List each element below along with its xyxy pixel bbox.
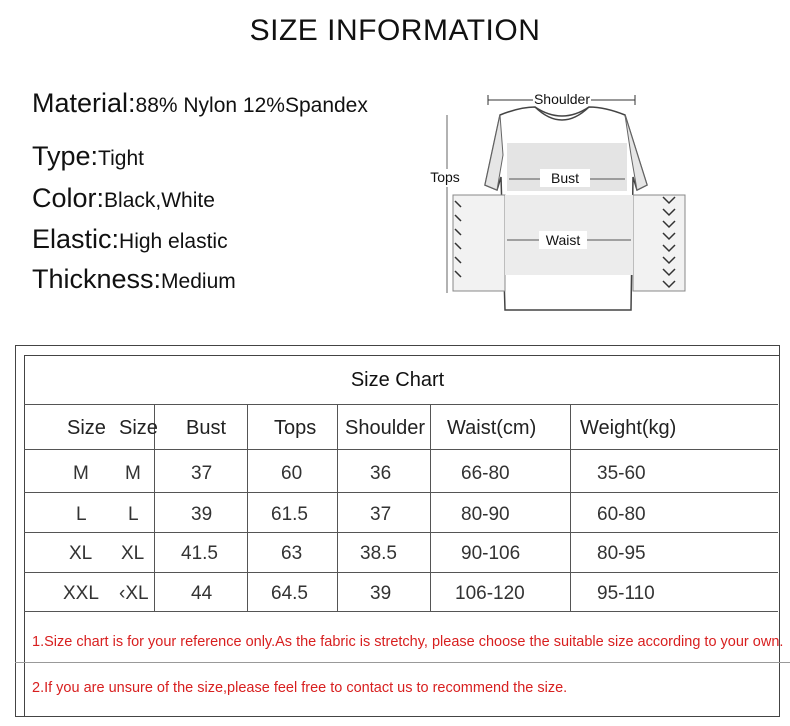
chart-title: Size Chart [350, 369, 445, 391]
spec-material [32, 88, 368, 119]
table-cell: 95-110 [597, 583, 655, 604]
table-cell: 60 [281, 463, 303, 484]
spec-key: Elastic: [32, 224, 120, 254]
table-cell: 60-80 [597, 504, 646, 525]
header-size: Size [67, 417, 106, 439]
table-cell: L [128, 504, 139, 525]
page-title: SIZE INFORMATION [249, 14, 541, 47]
garment-diagram [425, 85, 695, 315]
spec-value: Medium [161, 270, 236, 293]
table-cell: 61.5 [271, 504, 308, 525]
table-cell: 80-90 [461, 504, 510, 525]
size-chart [15, 345, 784, 717]
table-cell: 39 [370, 583, 392, 604]
table-cell: 37 [370, 504, 392, 525]
spec-value: High elastic [119, 230, 228, 253]
spec-value: Black,White [104, 189, 215, 212]
table-cell: 80-95 [597, 543, 646, 564]
table-cell: 64.5 [271, 583, 308, 604]
spec-thickness [32, 264, 236, 295]
header-waist: Waist(cm) [447, 417, 537, 439]
table-cell: 90-106 [461, 543, 521, 564]
table-cell: 63 [281, 543, 303, 564]
header-size-alt: Size [119, 417, 158, 439]
tops-label: Tops [430, 169, 460, 185]
spec-key: Color: [32, 183, 105, 213]
waist-label: Waist [545, 232, 581, 248]
spec-value: Tight [98, 147, 144, 170]
spec-elastic [32, 224, 228, 255]
table-cell: ‹XL [119, 583, 149, 604]
note-2: 2.If you are unsure of the size,please feel free to contact us to recommend the size. [32, 680, 568, 696]
table-cell: XL [121, 543, 145, 564]
table-cell: L [76, 504, 87, 525]
shoulder-label: Shoulder [533, 91, 591, 107]
table-cell: XXL [63, 583, 99, 604]
spec-color [32, 183, 215, 214]
spec-key: Thickness: [32, 264, 162, 294]
spec-value: 88% Nylon 12%Spandex [135, 94, 368, 117]
header-shoulder: Shoulder [345, 417, 426, 439]
table-cell: 37 [191, 463, 213, 484]
table-cell: 38.5 [360, 543, 397, 564]
table-cell: M [125, 463, 141, 484]
table-cell: 35-60 [597, 463, 646, 484]
header-bust: Bust [186, 417, 227, 439]
table-cell: XL [69, 543, 93, 564]
spec-type [32, 141, 144, 172]
right-band [633, 195, 685, 291]
bust-label: Bust [550, 170, 580, 186]
header-tops: Tops [274, 417, 317, 439]
table-cell: 36 [370, 463, 392, 484]
header-weight: Weight(kg) [580, 417, 677, 439]
table-cell: 66-80 [461, 463, 510, 484]
table-cell: 44 [191, 583, 213, 604]
note-1: 1.Size chart is for your reference only.As the fabric is stretchy, please choose the suitable size according to your own. [32, 634, 784, 650]
spec-key: Material: [32, 88, 136, 118]
table-cell: 106-120 [455, 583, 525, 604]
spec-key: Type: [32, 141, 99, 171]
table-cell: 39 [191, 504, 213, 525]
garment-illustration [425, 85, 695, 315]
table-cell: 41.5 [181, 543, 218, 564]
table-cell: M [73, 463, 89, 484]
